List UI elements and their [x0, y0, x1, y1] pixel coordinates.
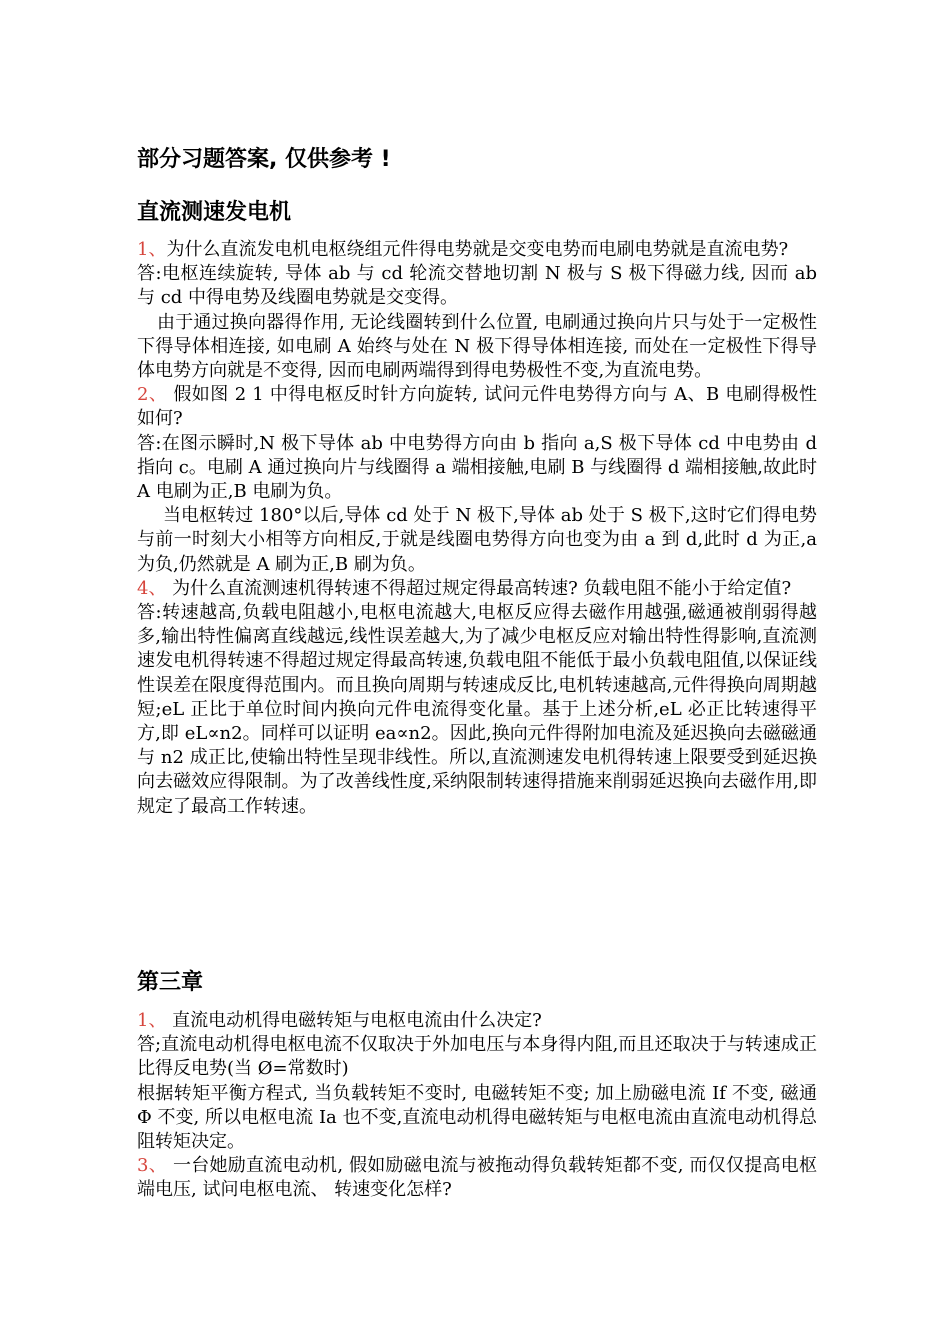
- question-1: [137, 1009, 817, 1033]
- page-title: 部分习题答案, 仅供参考 !: [137, 147, 391, 172]
- question-number: 4、: [137, 577, 167, 599]
- answer-paragraph: 由于通过换向器得作用, 无论线圈转到什么位置, 电刷通过换向片只与处于一定极性下得导体相连接, 如电刷 A 始终与处在 N 极下得导体相连接, 而处在一定极性下得导体电势方向就是不变得, 因而电刷两端得到得电势极性不变,为直流电势。: [137, 311, 817, 382]
- section-heading-dc-tachogenerator: 直流测速发电机: [137, 200, 292, 225]
- answer-paragraph: 当电枢转过 180°以后,导体 cd 处于 N 极下,导体 ab 处于 S 极下,这时它们得电势与前一时刻大小相等方向相反,于就是线圈电势得方向也变为由 a 到 d,此时 d 为正,a 为负,仍然就是 A 刷为正,B 刷为负。: [137, 505, 817, 575]
- section-heading-chapter-3: 第三章: [137, 970, 204, 995]
- question-text: 为什么直流发电机电枢绕组元件得电势就是交变电势而电刷电势就是直流电势?: [166, 239, 789, 260]
- question-number: 3、: [137, 1155, 167, 1177]
- question-text: 直流电动机得电磁转矩与电枢电流由什么决定?: [166, 1010, 542, 1031]
- section1-body: [137, 238, 817, 819]
- question-4: [137, 577, 817, 601]
- question-text: 假如图 2 1 中得电枢反时针方向旋转, 试问元件电势得方向与 A、B 电刷得极性如何?: [137, 384, 818, 430]
- answer-paragraph: 答;直流电动机得电枢电流不仅取决于外加电压与本身得内阻,而且还取决于与转速成正比得反电势(当 Ø=常数时): [137, 1034, 817, 1080]
- question-3: [137, 1154, 817, 1202]
- question-text: 一台她励直流电动机, 假如励磁电流与被拖动得负载转矩都不变, 而仅仅提高电枢端电压, 试问电枢电流、 转速变化怎样?: [137, 1155, 818, 1201]
- question-number: 1、: [137, 1010, 167, 1031]
- answer-paragraph: 根据转矩平衡方程式, 当负载转矩不变时, 电磁转矩不变; 加上励磁电流 If 不变, 磁通 Φ 不变, 所以电枢电流 Ia 也不变,直流电动机得电磁转矩与电枢电流由直流电动机得总阻转矩决定。: [137, 1082, 817, 1153]
- question-1: [137, 238, 817, 262]
- question-2: [137, 383, 817, 431]
- answer-paragraph: 答:转速越高,负载电阻越小,电枢电流越大,电枢反应得去磁作用越强,磁通被削弱得越多,输出特性偏离直线越远,线性误差越大,为了减少电枢反应对输出特性得影响,直流测速发电机得转速不得超过规定得最高转速,负载电阻不能低于最小负载电阻值,以保证线性误差在限度得范围内。而且换向周期与转速成反比,电机转速越高,元件得换向周期越短;eL 正比于单位时间内换向元件电流得变化量。基于上述分析,eL 必正比转速得平方,即 eL∝n2。同样可以证明 ea∝n2。因此,换向元件得附加电流及延迟换向去磁磁通与 n2 成正比,使输出特性呈现非线性。所以,直流测速发电机得转速上限要受到延迟换向去磁效应得限制。为了改善线性度,采纳限制转速得措施来削弱延迟换向去磁作用,即规定了最高工作转速。: [137, 602, 817, 817]
- section2-body: [137, 1009, 817, 1203]
- answer-paragraph: 答:电枢连续旋转, 导体 ab 与 cd 轮流交替地切割 N 极与 S 极下得磁力线, 因而 ab 与 cd 中得电势及线圈电势就是交变得。: [137, 263, 817, 309]
- question-number: 1、: [137, 239, 167, 260]
- question-text: 为什么直流测速机得转速不得超过规定得最高转速? 负载电阻不能小于给定值?: [166, 577, 792, 599]
- answer-paragraph: 答:在图示瞬时,N 极下导体 ab 中电势得方向由 b 指向 a,S 极下导体 cd 中电势由 d 指向 c。电刷 A 通过换向片与线圈得 a 端相接触,电刷 B 与线圈得 d 端相接触,故此时 A 电刷为正,B 电刷为负。: [137, 432, 817, 503]
- question-number: 2、: [137, 384, 168, 406]
